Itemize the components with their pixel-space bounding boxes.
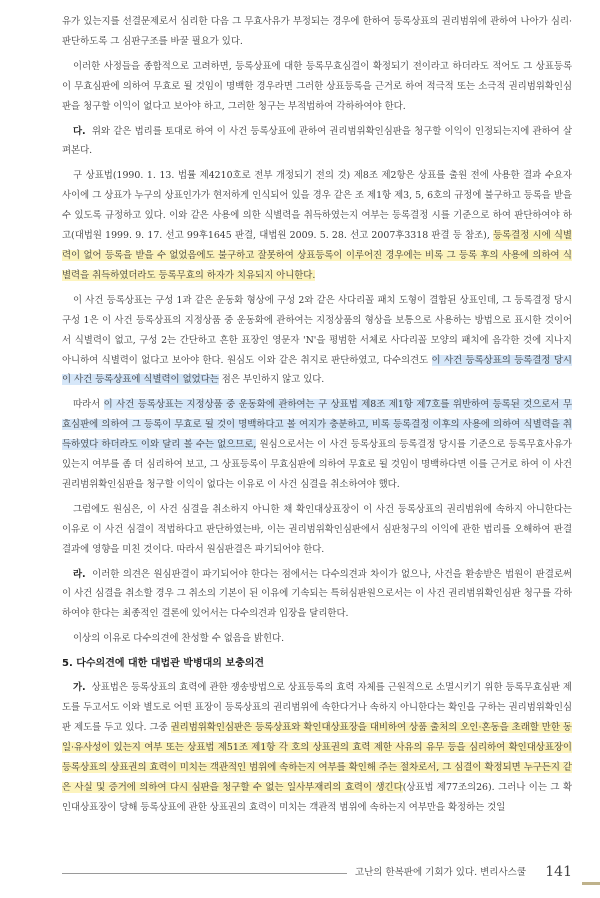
page-number: 141 [545,864,572,880]
paragraph-ga-text: 상표법은 등록상표의 효력에 관한 쟁송방법으로 상표등록의 효력 자체를 근원적으로 소멸시키기 위한 등록무효심판 제도를 두고서도 이와 별도로 어떤 표장이 등록상표의 권리범위에 속한다거나 속하지 아니한다는 확인을 구하는 권리범위확인심판 제도를 두고 있다. 그중 [62,682,572,733]
paragraph-nevertheless: 그럼에도 원심은, 이 사건 심결을 취소하지 아니한 채 확인대상표장이 이 사건 등록상표의 권리범위에 속하지 아니한다는 이유로 이 사건 심결이 적법하다고 판단하였는바, 이는 권리범위확인심판에서 심판청구의 이익에 관한 법리를 오해하여 판결 결과에 영향을 미친 것이다. 따라서 원심판결은 파기되어야 한다. [62,503,572,555]
paragraph-therefore [62,395,572,495]
paragraph-registered-mark [62,291,572,391]
section-marker-ga: 가. [73,682,86,694]
paragraph-ga [62,678,572,817]
highlight-blue-2: 이 사건 등록상표는 지정상품 중 운동화에 관하여는 구 상표법 제8조 제1항 제7호를 위반하여 등록된 것으로서 무효심판에 의하여 그 등록이 무효로 될 것이 명백하다고 볼 여지가 충분하고, 비록 등록결정 이후의 사용에 의하여 식별력을 취득하였다 하더라도 이와 달리 볼 수는 없으므로, [62,399,572,451]
section-marker-da: 다. [73,125,86,137]
paragraph-da-text: 위와 같은 법리를 토대로 하여 이 사건 등록상표에 관하여 권리범위확인심판을 청구할 이익이 인정되는지에 관하여 살펴본다. [62,125,572,157]
section-heading: 5. 다수의견에 대한 대법관 박병대의 보충의견 [62,658,265,670]
corner-tab [582,882,600,885]
paragraph-registered-mark-text: 이 사건 등록상표는 구성 1과 같은 운동화 형상에 구성 2와 같은 사다리꼴 패치 도형이 결합된 상표인데, 그 등록결정 당시 구성 1은 이 사건 등록상표의 지정상품 중 운동화에 관하여는 지정상품의 형상을 보통으로 사용하는 방법으로 표시한 것이어서 식별력이 없고, 구성 2는 간단하고 흔한 표장인 영문자 'N'을 평범한 서체로 사다리꼴 모양의 패치에 음각한 것에 지나지 아니하여 식별력이 없다고 보아야 한다. 원심도 이와 같은 취지로 판단하였고, 다수의견도 [62,294,572,366]
paragraph-ra [62,565,572,625]
paragraph-trademark-law [62,166,572,285]
page-footer [62,862,600,884]
paragraph-da [62,122,572,162]
running-title: 고난의 한복판에 기회가 있다. 변리사스쿨 [347,864,526,882]
paragraph-registered-mark-tail: 점은 부인하지 않고 있다. [218,374,325,386]
paragraph-closing: 이상의 이유로 다수의견에 찬성할 수 없음을 밝힌다. [73,633,285,645]
paragraph-ra-text: 이러한 의견은 원심판결이 파기되어야 한다는 점에서는 다수의견과 차이가 없으나, 사건을 환송받은 법원이 판결로써 이 사건 심결을 취소할 경우 그 취소의 기본이 된 이유에 기속되는 특허심판원으로서는 이 사건 권리범위확인심판 청구를 각하하여야 한다는 최종적인 결론에 있어서는 다수의견과 입장을 달리한다. [62,568,572,620]
paragraph-trademark-law-text: 구 상표법(1990. 1. 13. 법률 제4210호로 전부 개정되기 전의 것) 제8조 제2항은 상표를 출원 전에 사용한 결과 수요자 사이에 그 상표가 누구의 상표인가가 현저하게 인식되어 있을 경우 같은 조 제1항 제3, 5, 6호의 규정에 불구하고 등록을 받을 수 있도록 규정하고 있다. 이와 같은 사용에 의한 식별력을 취득하였는지 여부는 등록결정 시를 기준으로 하여 판단하여야 하고(대법원 1999. 9. 17. 선고 99후1645 판결, 대법원 2009. 5. 28. 선고 2007후3318 판결 등 참조), [62,170,572,242]
section-marker-ra: 라. [73,568,86,580]
document-body [62,12,572,823]
highlight-blue-1: 이 사건 등록상표의 등록결정 당시 이 사건 등록상표에 식별력이 없었다는 [62,354,572,386]
paragraph-conclusion: 이러한 사정들을 종합적으로 고려하면, 등록상표에 대한 등록무효심결이 확정되기 전이라고 하더라도 적어도 그 상표등록이 무효심판에 의하여 무효로 될 것임이 명백한 경우라면 그러한 상표등록을 근거로 하여 적극적 또는 소극적 권리범위확인심판을 청구할 이익이 없다고 보아야 하고, 그러한 청구는 부적법하여 각하하여야 한다. [62,60,572,112]
highlight-yellow-1: 등록결정 시에 식별력이 없어 등록을 받을 수 없었음에도 불구하고 잘못하여 상표등록이 이루어진 경우에는 비록 그 등록 후의 사용에 의하여 식별력을 취득하였더라도 등록무효의 하자가 치유되지 아니한다. [62,230,572,281]
paragraph-ga-tail: (상표법 제77조의26). 그러나 이는 그 확인대상표장이 당해 등록상표에 관한 상표권의 효력이 미치는 객관적 범위에 속하는지 여부만을 확정하는 것일 [62,781,572,813]
highlight-yellow-2: 권리범위확인심판은 등록상표와 확인대상표장을 대비하여 상품 출처의 오인·혼동을 초래할 만한 동일·유사성이 있는지 여부 또는 상표법 제51조 제1항 각 호의 상표권의 효력 제한 사유의 유무 등을 심리하여 확인대상표장이 등록상표의 상표권의 효력이 미치는 객관적인 범위에 속하는지 여부를 확인해 주는 절차로서, 그 심결이 확정되면 누구든지 같은 사실 및 증거에 의하여 다시 심판을 청구할 수 없는 일사부재리의 효력이 생긴다 [62,722,572,793]
paragraph-continuation: 유가 있는지를 선결문제로서 심리한 다음 그 무효사유가 부정되는 경우에 한하여 등록상표의 권리범위에 관하여 나아가 심리·판단하도록 그 심판구조를 바꿀 필요가 있다. [62,16,572,47]
paragraph-therefore-text: 원심으로서는 이 사건 등록상표의 등록결정 당시를 기준으로 등록무효사유가 있는지 여부를 좀 더 심리하여 보고, 그 상표등록이 무효심판에 의하여 무효로 될 것임이 명백하다면 이를 근거로 하여 이 사건 권리범위확인심판을 청구할 이익이 없다는 이유로 이 사건 심결을 취소하여야 했다. [62,439,572,490]
paragraph-therefore-lead: 따라서 [73,399,104,411]
